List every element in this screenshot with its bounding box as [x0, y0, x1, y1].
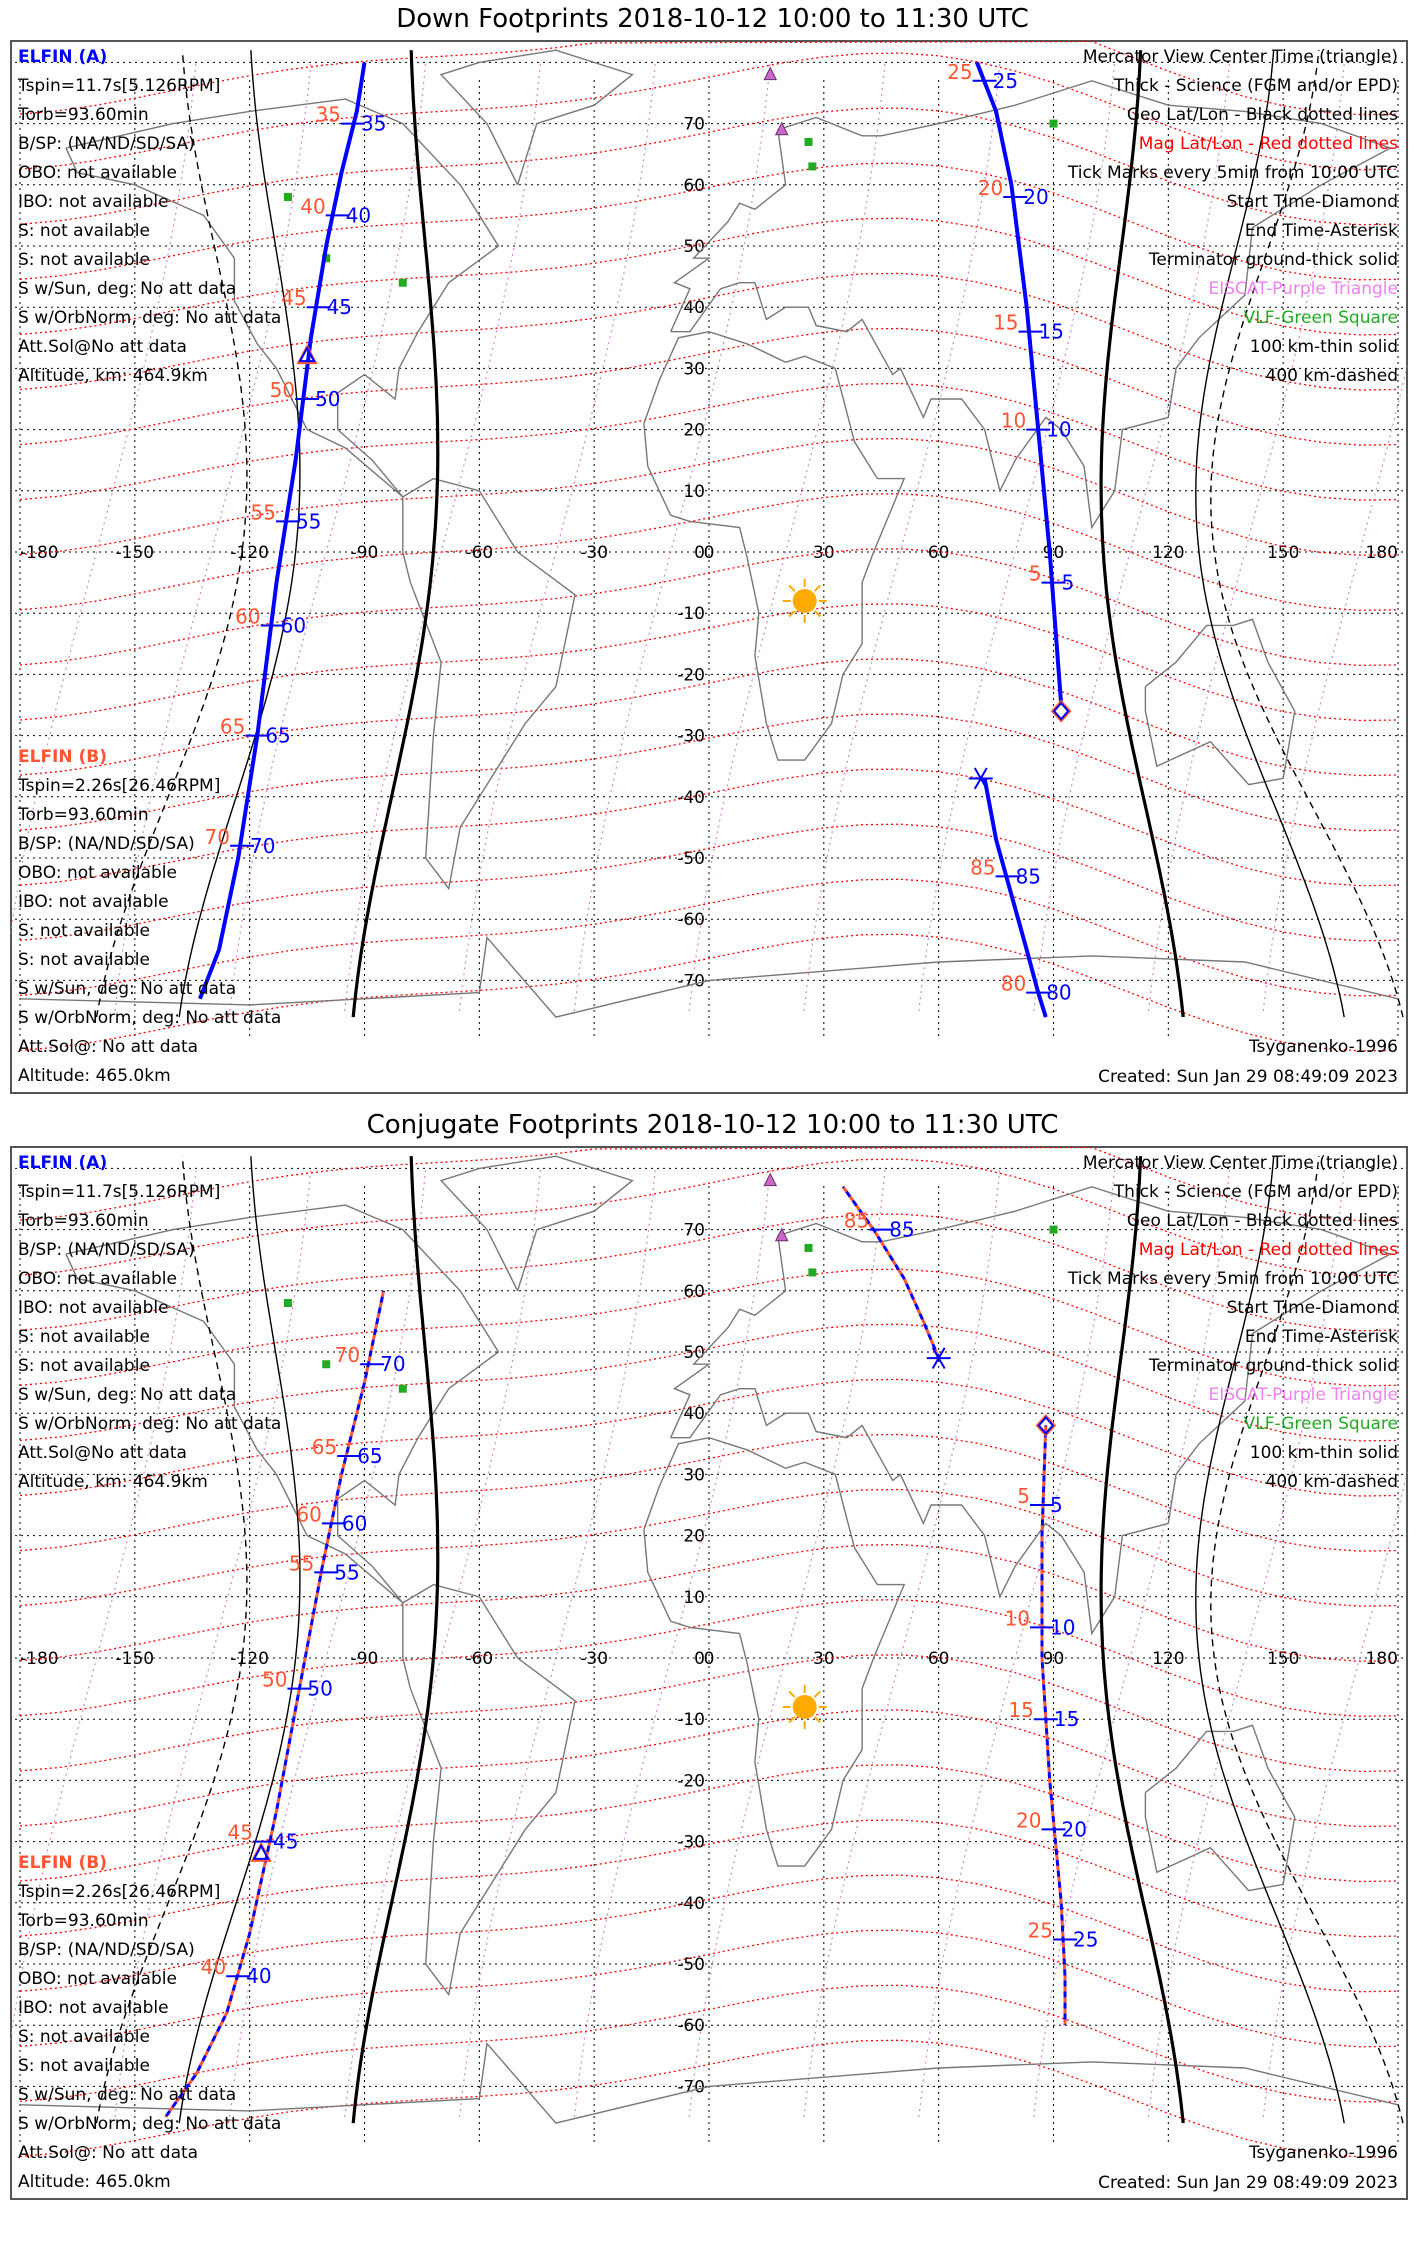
- legend-entry: EISCAT-Purple Triangle: [1208, 1385, 1398, 1405]
- terminator-ground: [1101, 1156, 1183, 2123]
- lon-tick-label: 0: [703, 543, 715, 563]
- legend-entry: VLF-Green Square: [1243, 1414, 1398, 1434]
- track-tick-label-a: 45: [272, 1829, 299, 1854]
- eiscat-triangle-icon: [776, 1229, 788, 1241]
- lat-tick-label: 0: [694, 543, 705, 563]
- track-tick-label-b: 40: [200, 1955, 227, 1980]
- lon-tick-label: 30: [813, 1649, 835, 1669]
- lon-tick-label: -120: [230, 543, 269, 563]
- lat-tick-label: 20: [683, 420, 705, 441]
- lat-tick-label: -50: [677, 1955, 705, 1975]
- lat-tick-label: 50: [683, 237, 705, 257]
- track-tick-label-b: 85: [970, 855, 996, 880]
- mag-meridian-line: [574, 62, 770, 1011]
- legend-entry: Thick - Science (FGM and/or EPD): [1113, 76, 1398, 96]
- sun-ray: [815, 1691, 821, 1697]
- track-tick-label-b: 55: [288, 1551, 315, 1576]
- track-tick-label-b: 55: [250, 500, 276, 525]
- track-tick-label-a: 85: [889, 1217, 915, 1242]
- lat-tick-label: 20: [683, 1526, 705, 1547]
- lon-tick-label: -120: [230, 1649, 269, 1669]
- elfin-a-name: ELFIN (A): [18, 1153, 108, 1173]
- elfin-a-info-line: B/SP: (NA/ND/SD/SA): [18, 1240, 195, 1260]
- vlf-square-icon: [399, 279, 407, 287]
- mag-meridian-line: [1034, 1168, 1230, 2117]
- mag-meridian-line: [460, 62, 656, 1011]
- track-tick-label-a: 70: [250, 833, 276, 858]
- sun-icon: [793, 589, 817, 613]
- lat-tick-label: 0: [694, 1649, 705, 1669]
- legend-entry: 400 km-dashed: [1265, 1472, 1398, 1492]
- elfin-a-info-line: S: not available: [18, 1356, 150, 1376]
- track-east-a: [977, 62, 1061, 705]
- elfin-b-info-line: S w/Sun, deg: No att data: [18, 2085, 237, 2105]
- continent-outline: [644, 332, 904, 760]
- lat-tick-label: 50: [683, 1343, 705, 1363]
- lon-tick-label: 0: [703, 1649, 715, 1669]
- elfin-b-info-line: S w/OrbNorm, deg: No att data: [18, 2114, 282, 2134]
- track-tick-label-b: 60: [235, 604, 261, 629]
- track-tick-label-a: 50: [315, 387, 341, 411]
- track-tick-label-a: 55: [334, 1560, 360, 1585]
- track-tick-label-a: 55: [295, 509, 322, 534]
- track-tick-label-a: 10: [1046, 417, 1072, 442]
- created-timestamp: Created: Sun Jan 29 08:49:09 2023: [1098, 2173, 1398, 2193]
- elfin-a-info-line: S w/Sun, deg: No att data: [18, 1385, 237, 1405]
- track-tick-label-a: 85: [1015, 864, 1042, 889]
- elfin-a-info-line: Tspin=11.7s[5.126RPM]: [18, 76, 221, 96]
- created-timestamp: Created: Sun Jan 29 08:49:09 2023: [1098, 1067, 1398, 1087]
- elfin-b-info-line: S: not available: [18, 2027, 150, 2047]
- legend-entry: EISCAT-Purple Triangle: [1208, 279, 1398, 299]
- lat-tick-label: -70: [677, 971, 705, 992]
- lon-tick-label: 90: [1042, 543, 1065, 563]
- elfin-a-info-line: OBO: not available: [18, 163, 177, 183]
- track-tick-label-b: 25: [947, 59, 973, 84]
- lon-tick-label: 60: [927, 1649, 950, 1669]
- terminator-100km: [179, 50, 300, 1017]
- track-tick-label-a: 70: [380, 1352, 406, 1377]
- lon-tick-label: 90: [1042, 1649, 1065, 1669]
- legend-entry: Thick - Science (FGM and/or EPD): [1113, 1182, 1398, 1202]
- eiscat-triangle-icon: [776, 123, 788, 135]
- elfin-b-info-line: S: not available: [18, 921, 150, 941]
- vlf-square-icon: [1050, 1226, 1058, 1234]
- track-tick-label-b: 85: [843, 1208, 870, 1233]
- track-tick-label-a: 35: [361, 111, 387, 136]
- track-tick-label-a: 60: [280, 613, 307, 638]
- elfin-a-name: ELFIN (A): [18, 47, 108, 67]
- elfin-a-info-line: S: not available: [18, 221, 150, 241]
- track-tick-label-a: 20: [1061, 1817, 1087, 1842]
- legend-entry: Mag Lat/Lon - Red dotted lines: [1138, 1240, 1398, 1260]
- mag-meridian-line: [919, 1168, 1115, 2117]
- legend-entry: Terminator ground-thick solid: [1148, 250, 1398, 270]
- track-tick-label-b: 20: [977, 176, 1004, 201]
- lat-tick-label: 60: [683, 1281, 705, 1302]
- lat-tick-label: -20: [677, 1771, 705, 1792]
- map-down: [10, 40, 1408, 1094]
- elfin-b-info-line: B/SP: (NA/ND/SD/SA): [18, 1940, 195, 1960]
- elfin-b-info-line: Altitude: 465.0km: [18, 1066, 171, 1086]
- elfin-b-info-line: Torb=93.60min: [18, 805, 149, 825]
- track-tick-label-b: 65: [311, 1435, 338, 1460]
- panel-title-down: Down Footprints 2018-10-12 10:00 to 11:30 UTC: [396, 4, 1029, 34]
- eiscat-triangle-icon: [764, 68, 776, 80]
- elfin-b-info-line: OBO: not available: [18, 1969, 177, 1989]
- terminator-ground: [1101, 50, 1183, 1017]
- elfin-a-info-line: S w/OrbNorm, deg: No att data: [18, 1414, 282, 1434]
- lon-tick-label: -60: [465, 543, 494, 563]
- elfin-b-info-line: Tspin=2.26s[26.46RPM]: [18, 776, 221, 796]
- track-tick-label-a: 80: [1046, 980, 1072, 1005]
- lat-tick-label: -40: [677, 787, 705, 808]
- mag-meridian-line: [1034, 62, 1230, 1011]
- legend-entry: Mercator View Center Time (triangle): [1082, 47, 1398, 67]
- lon-tick-label: -90: [350, 1649, 379, 1669]
- track-tick-label-b: 45: [281, 286, 307, 311]
- elfin-b-info-line: B/SP: (NA/ND/SD/SA): [18, 834, 195, 854]
- lon-tick-label: 120: [1152, 543, 1185, 563]
- mag-meridian-line: [230, 62, 426, 1011]
- lat-tick-label: -10: [677, 1710, 705, 1731]
- track-tick-label-b: 45: [227, 1820, 253, 1845]
- legend-entry: 400 km-dashed: [1265, 366, 1398, 386]
- lat-tick-label: -30: [677, 1832, 705, 1853]
- track-tick-label-b: 35: [315, 102, 342, 127]
- mag-meridian-line: [574, 1168, 770, 2117]
- lat-tick-label: 70: [683, 114, 705, 135]
- lat-tick-label: 10: [683, 481, 705, 502]
- mag-meridian-line: [345, 62, 541, 1011]
- elfin-a-info-line: B/SP: (NA/ND/SD/SA): [18, 134, 195, 154]
- legend-entry: Geo Lat/Lon - Black dotted lines: [1126, 105, 1398, 125]
- vlf-square-icon: [399, 1385, 407, 1393]
- vlf-square-icon: [284, 1299, 292, 1307]
- legend-entry: Mercator View Center Time (triangle): [1082, 1153, 1398, 1173]
- track-tick-label-b: 10: [1004, 1606, 1031, 1631]
- track-tick-label-a: 15: [1053, 1707, 1080, 1732]
- vlf-square-icon: [284, 193, 292, 201]
- track-tick-label-b: 40: [300, 194, 326, 219]
- lat-tick-label: -60: [677, 910, 705, 931]
- panel-title-conjugate: Conjugate Footprints 2018-10-12 10:00 to 11:30 UTC: [366, 1110, 1059, 1140]
- track-tick-label-a: 60: [341, 1511, 368, 1536]
- lat-tick-label: 60: [683, 175, 705, 196]
- lat-tick-label: 70: [683, 1220, 705, 1241]
- elfin-b-name: ELFIN (B): [18, 747, 108, 767]
- legend-entry: Terminator ground-thick solid: [1148, 1356, 1398, 1376]
- legend-entry: Mag Lat/Lon - Red dotted lines: [1138, 134, 1398, 154]
- elfin-b-info-line: S: not available: [18, 2056, 150, 2076]
- lon-tick-label: -180: [20, 543, 59, 563]
- legend-entry: Tick Marks every 5min from 10:00 UTC: [1067, 1269, 1398, 1289]
- legend-entry: 100 km-thin solid: [1249, 1443, 1398, 1463]
- elfin-a-info-line: S: not available: [18, 250, 150, 270]
- elfin-a-info-line: Torb=93.60min: [18, 1211, 149, 1231]
- continent-outline: [644, 1438, 904, 1866]
- vlf-square-icon: [808, 1268, 816, 1276]
- track-tick-label-b: 25: [1027, 1918, 1053, 1943]
- elfin-a-info-line: Tspin=11.7s[5.126RPM]: [18, 1182, 221, 1202]
- lat-tick-label: 40: [683, 1404, 705, 1425]
- track-tick-label-a: 40: [246, 1964, 272, 1989]
- elfin-a-info-line: Altitude, km: 464.9km: [18, 366, 208, 386]
- continent-outline: [441, 1156, 632, 1291]
- track-tick-label-b: 50: [261, 1667, 288, 1692]
- elfin-a-info-line: IBO: not available: [18, 1298, 169, 1318]
- legend-entry: VLF-Green Square: [1243, 308, 1398, 328]
- continent-outline: [1145, 1725, 1294, 1890]
- track-tick-label-a: 5: [1061, 570, 1075, 595]
- track-tick-label-a: 50: [307, 1676, 333, 1701]
- track-tick-label-a: 25: [1072, 1927, 1099, 1952]
- track-tick-label-a: 15: [1038, 319, 1064, 344]
- legend-entry: Tick Marks every 5min from 10:00 UTC: [1067, 163, 1398, 183]
- elfin-a-info-line: Att.Sol@No att data: [18, 337, 187, 357]
- lon-tick-label: -150: [115, 1649, 155, 1669]
- model-label: Tsyganenko-1996: [1248, 2143, 1398, 2163]
- elfin-b-name: ELFIN (B): [18, 1853, 108, 1873]
- track-tick-label-a: 40: [345, 203, 372, 228]
- vlf-square-icon: [808, 162, 816, 170]
- legend-entry: 100 km-thin solid: [1249, 337, 1398, 357]
- lon-tick-label: 150: [1266, 1649, 1300, 1669]
- sun-ray: [789, 585, 795, 591]
- elfin-b-info-line: IBO: not available: [18, 892, 169, 912]
- mag-meridian-line: [345, 1168, 541, 2117]
- legend-entry: Geo Lat/Lon - Black dotted lines: [1126, 1211, 1398, 1231]
- mag-meridian-line: [689, 62, 885, 1011]
- vlf-square-icon: [805, 138, 813, 146]
- lon-tick-label: 180: [1365, 543, 1398, 563]
- legend-entry: Start Time-Diamond: [1226, 1298, 1398, 1318]
- vlf-square-icon: [322, 1360, 330, 1368]
- map-conjugate: [10, 1146, 1408, 2200]
- elfin-b-info-line: S w/Sun, deg: No att data: [18, 979, 237, 999]
- lat-tick-label: -20: [677, 665, 705, 686]
- model-label: Tsyganenko-1996: [1248, 1037, 1398, 1057]
- continent-outline: [1145, 619, 1294, 784]
- elfin-b-info-line: Altitude: 465.0km: [18, 2172, 171, 2192]
- track-tick-label-b: 50: [269, 378, 296, 402]
- elfin-a-info-line: Torb=93.60min: [18, 105, 149, 125]
- elfin-b-info-line: Att.Sol@: No att data: [18, 1037, 199, 1057]
- elfin-a-info-line: S: not available: [18, 1327, 150, 1347]
- eiscat-triangle-icon: [764, 1174, 776, 1186]
- track-tick-label-b: 20: [1016, 1808, 1042, 1833]
- sun-ray: [815, 585, 821, 591]
- elfin-a-info-line: Att.Sol@No att data: [18, 1443, 187, 1463]
- lat-tick-label: -60: [677, 2016, 705, 2037]
- elfin-b-info-line: S: not available: [18, 950, 150, 970]
- lat-tick-label: 30: [683, 359, 705, 380]
- lon-tick-label: -30: [580, 1649, 609, 1669]
- lon-tick-label: 150: [1266, 543, 1300, 563]
- elfin-b-info-line: Tspin=2.26s[26.46RPM]: [18, 1882, 221, 1902]
- vlf-square-icon: [1050, 120, 1058, 128]
- terminator-ground: [350, 1156, 438, 2123]
- lon-tick-label: 30: [813, 543, 835, 563]
- mag-meridian-line: [460, 1168, 656, 2117]
- track-tick-label-a: 10: [1050, 1615, 1076, 1640]
- elfin-a-info-line: OBO: not available: [18, 1269, 177, 1289]
- legend-entry: End Time-Asterisk: [1244, 1327, 1398, 1347]
- track-tick-label-a: 20: [1023, 185, 1049, 210]
- elfin-a-info-line: S w/OrbNorm, deg: No att data: [18, 308, 282, 328]
- track-tick-label-b: 60: [296, 1502, 322, 1527]
- legend-entry: End Time-Asterisk: [1244, 221, 1398, 241]
- lat-tick-label: -40: [677, 1893, 705, 1914]
- track-tick-label-a: 65: [357, 1444, 383, 1469]
- lon-tick-label: -30: [580, 543, 609, 563]
- elfin-a-info-line: S w/Sun, deg: No att data: [18, 279, 237, 299]
- elfin-b-info-line: Torb=93.60min: [18, 1911, 149, 1931]
- track-tick-label-b: 5: [1028, 561, 1042, 586]
- lon-tick-label: 180: [1365, 1649, 1398, 1669]
- mag-meridian-line: [689, 1168, 885, 2117]
- lon-tick-label: -90: [350, 543, 379, 563]
- track-tick-label-a: 65: [265, 723, 291, 748]
- elfin-b-info-line: S w/OrbNorm, deg: No att data: [18, 1008, 282, 1028]
- sun-icon: [793, 1695, 817, 1719]
- legend-entry: Start Time-Diamond: [1226, 192, 1398, 212]
- mag-latitude-line: [20, 1927, 1398, 2047]
- terminator-100km: [179, 1156, 300, 2123]
- track-tick-label-a: 45: [326, 295, 353, 320]
- lat-tick-label: -30: [677, 726, 705, 747]
- track-tick-label-b: 15: [993, 310, 1019, 335]
- track-tick-label-a: 25: [992, 68, 1019, 93]
- elfin-a-info-line: Altitude, km: 464.9km: [18, 1472, 208, 1492]
- lat-tick-label: -70: [677, 2077, 705, 2098]
- lat-tick-label: 30: [683, 1465, 705, 1486]
- track-tick-label-a: 5: [1050, 1493, 1063, 1517]
- lat-tick-label: 10: [683, 1587, 705, 1608]
- terminator-ground: [350, 50, 438, 1017]
- track-tick-label-b: 70: [204, 824, 231, 849]
- lon-tick-label: 60: [927, 543, 950, 563]
- lat-tick-label: -10: [677, 604, 705, 625]
- track-tick-label-b: 65: [219, 714, 246, 739]
- track-tick-label-b: 15: [1008, 1698, 1034, 1723]
- track-tick-label-b: 80: [1000, 971, 1027, 996]
- track-tick-label-b: 10: [1000, 408, 1027, 433]
- vlf-square-icon: [805, 1244, 813, 1252]
- lon-tick-label: -180: [20, 1649, 59, 1669]
- elfin-b-info-line: OBO: not available: [18, 863, 177, 883]
- elfin-a-info-line: IBO: not available: [18, 192, 169, 212]
- lon-tick-label: -150: [115, 543, 155, 563]
- elfin-b-info-line: Att.Sol@: No att data: [18, 2143, 199, 2163]
- track-tick-label-b: 5: [1017, 1484, 1031, 1508]
- lon-tick-label: -60: [465, 1649, 494, 1669]
- mag-meridian-line: [804, 1168, 1000, 2117]
- lat-tick-label: 40: [683, 298, 705, 319]
- continent-outline: [441, 50, 632, 185]
- lon-tick-label: 120: [1152, 1649, 1185, 1669]
- sun-ray: [789, 1691, 795, 1697]
- elfin-b-info-line: IBO: not available: [18, 1998, 169, 2018]
- track-tick-label-b: 70: [334, 1343, 361, 1368]
- lat-tick-label: -50: [677, 849, 705, 869]
